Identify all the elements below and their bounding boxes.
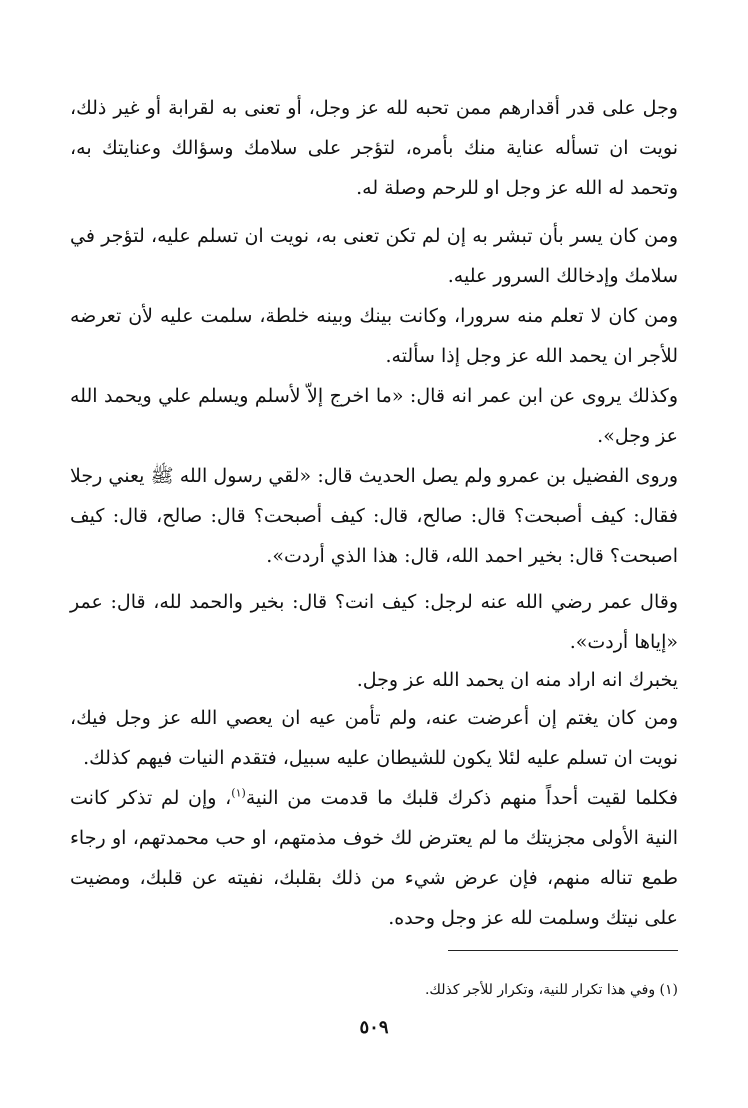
- paragraph: ومن كان يغتم إن أعرضت عنه، ولم تأمن عيه ان يعصي الله عز وجل فيك، نويت ان تسلم عليه لئلا يكون للشيطان عليه سبيل، فتقدم النيات فيهم كذلك.: [70, 707, 678, 769]
- body-text-block: [70, 296, 678, 376]
- footnote-reference: (١): [231, 786, 246, 800]
- paragraph: وقال عمر رضي الله عنه لرجل: كيف انت؟ قال: بخير والحمد لله، قال: عمر «إياها أردت».: [70, 591, 678, 653]
- footnote: (١) وفي هذا تكرار للنية، وتكرار للأجر كذلك.: [424, 982, 678, 998]
- body-text-block: [70, 376, 678, 456]
- paragraph: ومن كان لا تعلم منه سرورا، وكانت بينك وبينه خلطة، سلمت عليه لأن تعرضه للأجر ان يحمد الله عز وجل إذا سألته.: [70, 305, 678, 367]
- paragraph: وروى الفضيل بن عمرو ولم يصل الحديث قال: «لقي رسول الله ﷺ يعني رجلا فقال: كيف أصبحت؟ قال: صالح، قال: كيف أصبحت؟ قال: صالح، قال: كيف اصبحت؟ قال: بخير احمد الله، قال: هذا الذي أردت».: [70, 465, 678, 567]
- paragraph: [70, 778, 678, 938]
- body-text-block: [70, 660, 678, 700]
- body-text-block: [70, 88, 678, 208]
- body-text-block: [70, 698, 678, 778]
- paragraph: يخبرك انه اراد منه ان يحمد الله عز وجل.: [356, 669, 678, 691]
- body-text-block: [70, 582, 678, 662]
- paragraph-text: فكلما لقيت أحداً منهم ذكرك قلبك ما قدمت من النية: [245, 787, 678, 809]
- body-text-block: [70, 216, 678, 296]
- paragraph: وجل على قدر أقدارهم ممن تحبه لله عز وجل، أو تعنى به لقرابة أو غير ذلك، نويت ان تسأله عناية منك بأمره، لتؤجر على سلامك وسؤالك وعنايتك به، وتحمد له الله عز وجل او للرحم وصلة له.: [70, 97, 678, 199]
- paragraph-text: ، وإن لم تذكر كانت النية الأولى مجزيتك ما لم يعترض لك خوف مذمتهم، او حب محمدتهم، او رجاء طمع تناله منهم، فإن عرض شيء من ذلك بقلبك، نفيته عن قلبك، ومضيت على نيتك وسلمت لله عز وجل وحده.: [70, 787, 678, 929]
- footnote-divider: [448, 950, 678, 951]
- paragraph: وكذلك يروى عن ابن عمر انه قال: «ما اخرج إلاّ لأسلم ويسلم علي ويحمد الله عز وجل».: [70, 385, 678, 447]
- body-text-block: [70, 778, 678, 938]
- page-number: ٥٠٩: [359, 1017, 389, 1038]
- body-text-block: [70, 456, 678, 576]
- paragraph: ومن كان يسر بأن تبشر به إن لم تكن تعنى به، نويت ان تسلم عليه، لتؤجر في سلامك وإدخالك السرور عليه.: [70, 225, 678, 287]
